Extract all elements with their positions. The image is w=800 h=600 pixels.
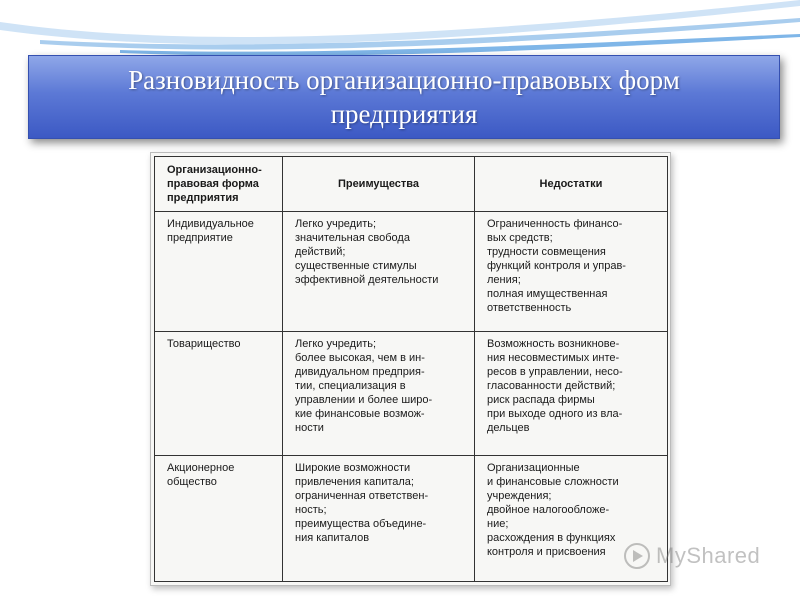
cell-text-line: существенные стимулы xyxy=(295,260,417,272)
watermark xyxy=(624,538,794,574)
cell-text-line: Легко учредить; xyxy=(295,338,377,350)
table-row xyxy=(155,456,668,582)
cell-text-line: дельцев xyxy=(487,422,530,434)
cell-text-line: Индивидуальное xyxy=(167,218,254,230)
cell-text-line: привлечения капитала; xyxy=(295,476,414,488)
cell-text-line: гласованности действий; xyxy=(487,380,616,392)
cell-text-line: функций контроля и управ- xyxy=(487,260,626,272)
cell-text-line: двойное налогообложе- xyxy=(487,504,610,516)
watermark-text: MyShared xyxy=(656,543,761,568)
cell-text-line: ния несовместимых инте- xyxy=(487,352,620,364)
cell-text-line: более высокая, чем в ин- xyxy=(295,352,425,364)
cell-text-line: полная имущественная xyxy=(487,288,608,300)
cell-text-line: общество xyxy=(167,476,217,488)
title-line-1: Разновидность организационно-правовых форм xyxy=(128,65,680,95)
cell-text-line: ности xyxy=(295,422,324,434)
cell-advantages xyxy=(283,332,475,456)
cell-text-line: Товарищество xyxy=(167,338,241,350)
table-row xyxy=(155,332,668,456)
cell-text-line: дивидуальном предприя- xyxy=(295,366,425,378)
cell-text-line: Легко учредить; xyxy=(295,218,377,230)
cell-text-line: Ограниченность финансо- xyxy=(487,218,623,230)
header-disadvantages: Недостатки xyxy=(475,157,668,212)
cell-text-line: и финансовые сложности xyxy=(487,476,619,488)
table-header-row xyxy=(155,157,668,212)
cell-text-line: ность; xyxy=(295,504,327,516)
page-title xyxy=(28,55,780,139)
cell-text-line: ресов в управлении, несо- xyxy=(487,366,623,378)
cell-text-line: тии, специализация в xyxy=(295,380,406,392)
cell-form xyxy=(155,456,283,582)
header-form xyxy=(155,157,283,212)
cell-advantages xyxy=(283,456,475,582)
cell-text-line: учреждения; xyxy=(487,490,552,502)
cell-text-line: ления; xyxy=(487,274,521,286)
cell-text-line: трудности совмещения xyxy=(487,246,606,258)
cell-text-line: Акционерное xyxy=(167,462,235,474)
myshared-logo-icon xyxy=(624,543,650,569)
cell-text-line: предприятие xyxy=(167,232,233,244)
cell-text-line: кие финансовые возмож- xyxy=(295,408,425,420)
cell-text-line: ния капиталов xyxy=(295,532,370,544)
cell-text-line: расхождения в функциях xyxy=(487,532,616,544)
scanned-table-image xyxy=(150,152,671,586)
cell-text-line: Возможность возникнове- xyxy=(487,338,620,350)
cell-text-line: преимущества объедине- xyxy=(295,518,427,530)
cell-text-line: вых средств; xyxy=(487,232,553,244)
cell-text-line: действий; xyxy=(295,246,346,258)
cell-text-line: контроля и присвоения xyxy=(487,546,606,558)
cell-text-line: риск распада фирмы xyxy=(487,394,595,406)
cell-form xyxy=(155,212,283,332)
cell-form xyxy=(155,332,283,456)
cell-text-line: значительная свобода xyxy=(295,232,410,244)
cell-text-line: Широкие возможности xyxy=(295,462,411,474)
header-form-line: предприятия xyxy=(167,192,239,204)
header-form-line: правовая форма xyxy=(167,178,259,190)
cell-text-line: ответственность xyxy=(487,302,572,314)
table-row xyxy=(155,212,668,332)
cell-text-line: ограниченная ответствен- xyxy=(295,490,429,502)
title-line-2: предприятия xyxy=(330,99,478,129)
header-advantages: Преимущества xyxy=(283,157,475,212)
cell-text-line: Организационные xyxy=(487,462,580,474)
cell-disadvantages xyxy=(475,332,668,456)
cell-text-line: управлении и более широ- xyxy=(295,394,433,406)
cell-text-line: ние; xyxy=(487,518,509,530)
cell-disadvantages xyxy=(475,212,668,332)
comparison-table xyxy=(154,156,668,582)
cell-advantages xyxy=(283,212,475,332)
cell-text-line: при выходе одного из вла- xyxy=(487,408,623,420)
cell-text-line: эффективной деятельности xyxy=(295,274,439,286)
header-form-line: Организационно- xyxy=(167,164,262,176)
